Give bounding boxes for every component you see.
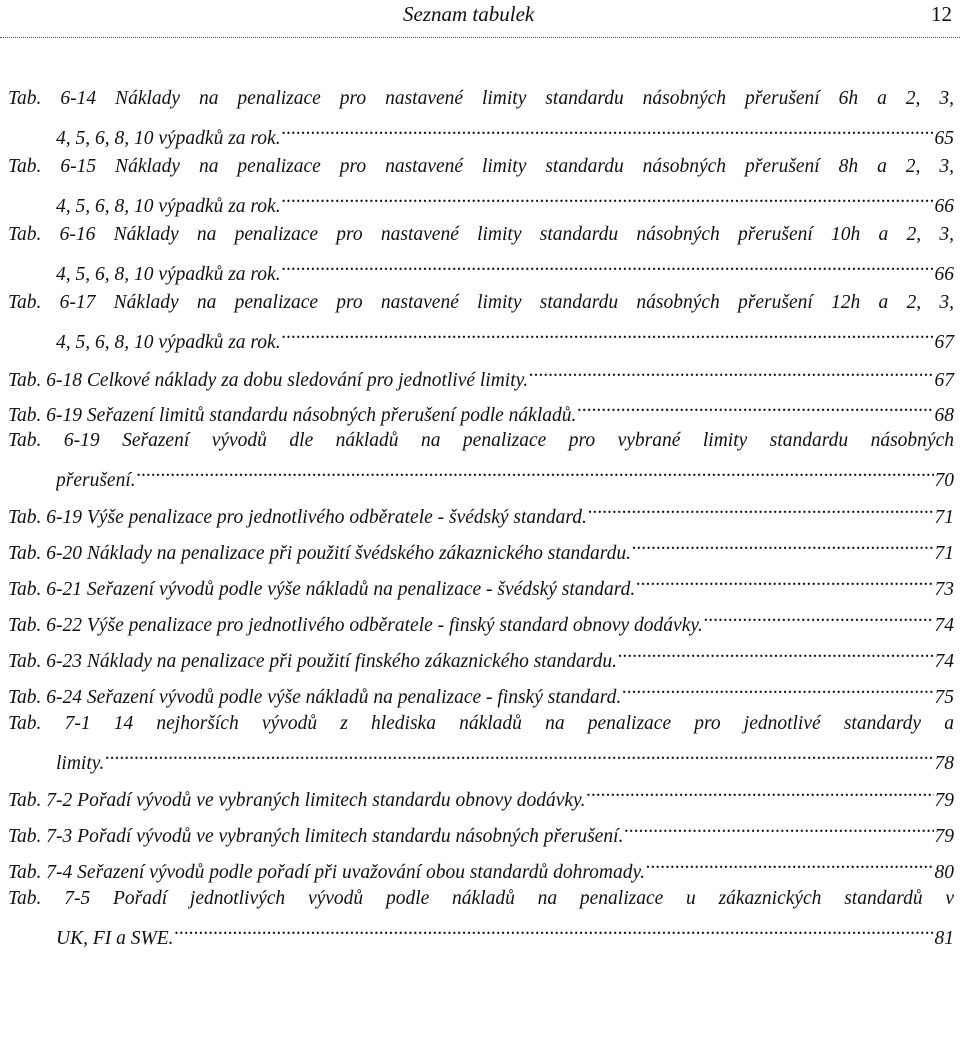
toc-entry-title: Tab. 6-18 Celkové náklady za dobu sledování pro jednotlivé limity. xyxy=(8,370,529,391)
toc-page-number[interactable]: 66 xyxy=(934,196,954,217)
toc-page-number[interactable]: 67 xyxy=(934,332,954,353)
toc-page-number[interactable]: 73 xyxy=(934,579,954,600)
toc-entry[interactable] xyxy=(8,288,954,353)
toc-entry[interactable] xyxy=(8,848,954,883)
toc-entry-title: Tab. 6-19 Výše penalizace pro jednotlivého odběratele - švédský standard. xyxy=(8,507,587,528)
dot-leader xyxy=(704,601,934,631)
dot-leader xyxy=(282,114,934,144)
dot-leader xyxy=(624,812,933,842)
toc-entry[interactable] xyxy=(8,391,954,426)
toc-entry-title-cont: 4, 5, 6, 8, 10 výpadků za rok. xyxy=(56,128,281,149)
toc-page-number[interactable]: 71 xyxy=(934,507,954,528)
toc-entry[interactable] xyxy=(8,426,954,491)
dot-leader xyxy=(646,848,934,878)
toc-entry-title-cont: 4, 5, 6, 8, 10 výpadků za rok. xyxy=(56,196,281,217)
toc-page-number[interactable]: 71 xyxy=(934,543,954,564)
toc-entry[interactable] xyxy=(8,673,954,708)
dot-leader xyxy=(282,318,934,348)
dot-leader xyxy=(586,776,933,806)
toc-page-number[interactable]: 80 xyxy=(934,862,954,883)
dot-leader xyxy=(577,391,933,421)
dot-leader xyxy=(175,914,934,944)
toc-page-number[interactable]: 65 xyxy=(934,128,954,149)
toc-page-number[interactable]: 68 xyxy=(934,405,954,426)
toc-entry[interactable] xyxy=(8,356,954,391)
dot-leader xyxy=(636,565,933,595)
toc-entry-title-cont: 4, 5, 6, 8, 10 výpadků za rok. xyxy=(56,264,281,285)
toc-entry-title-line: Tab. 6-15 Náklady na penalizace pro nastavené limity standardu násobných přerušení 8h a 2, 3, xyxy=(8,156,954,177)
toc-entry[interactable] xyxy=(8,529,954,564)
toc-page-number[interactable]: 74 xyxy=(934,615,954,636)
toc-entry-title: Tab. 6-23 Náklady na penalizace při použití finského zákaznického standardu. xyxy=(8,651,617,672)
page-number: 12 xyxy=(931,2,952,26)
toc-entry-title-line: Tab. 6-16 Náklady na penalizace pro nastavené limity standardu násobných přerušení 10h a 2, 3, xyxy=(8,224,954,245)
toc-entry-title-cont: UK, FI a SWE. xyxy=(56,928,174,949)
toc-page-number[interactable]: 79 xyxy=(934,790,954,811)
toc-entry-title: Tab. 7-3 Pořadí vývodů ve vybraných limitech standardu násobných přerušení. xyxy=(8,826,624,847)
dot-leader xyxy=(137,456,934,486)
toc-entry[interactable] xyxy=(8,493,954,528)
dot-leader xyxy=(105,739,933,769)
toc-entry[interactable] xyxy=(8,601,954,636)
toc-page-number[interactable]: 78 xyxy=(934,753,954,774)
toc-entry-title-line: Tab. 6-17 Náklady na penalizace pro nastavené limity standardu násobných přerušení 12h a 2, 3, xyxy=(8,292,954,313)
toc-entry-title: Tab. 7-4 Seřazení vývodů podle pořadí při uvažování obou standardů dohromady. xyxy=(8,862,645,883)
toc-page-number[interactable]: 74 xyxy=(934,651,954,672)
toc-entry-title-cont: 4, 5, 6, 8, 10 výpadků za rok. xyxy=(56,332,281,353)
toc-entry-title-line: Tab. 6-19 Seřazení vývodů dle nákladů na penalizace pro vybrané limity standardu násobných xyxy=(8,430,954,451)
toc-page-number[interactable]: 70 xyxy=(934,470,954,491)
dot-leader xyxy=(529,356,933,386)
list-of-tables xyxy=(8,84,954,951)
toc-entry[interactable] xyxy=(8,637,954,672)
dot-leader xyxy=(282,250,934,280)
dot-leader xyxy=(282,182,934,212)
toc-entry-title-cont: přerušení. xyxy=(56,470,136,491)
dot-leader xyxy=(588,493,934,523)
dot-leader xyxy=(622,673,933,703)
page-header xyxy=(0,0,960,38)
toc-entry[interactable] xyxy=(8,776,954,811)
toc-entry-title: Tab. 7-2 Pořadí vývodů ve vybraných limitech standardu obnovy dodávky. xyxy=(8,790,586,811)
toc-page-number[interactable]: 67 xyxy=(934,370,954,391)
toc-entry-title: Tab. 6-19 Seřazení limitů standardu násobných přerušení podle nákladů. xyxy=(8,405,577,426)
toc-entry[interactable] xyxy=(8,84,954,149)
toc-entry[interactable] xyxy=(8,220,954,285)
toc-entry-title: Tab. 6-21 Seřazení vývodů podle výše nákladů na penalizace - švédský standard. xyxy=(8,579,636,600)
toc-page-number[interactable]: 66 xyxy=(934,264,954,285)
toc-entry[interactable] xyxy=(8,812,954,847)
dot-leader xyxy=(618,637,934,667)
toc-entry[interactable] xyxy=(8,709,954,774)
toc-entry-title-cont: limity. xyxy=(56,753,105,774)
toc-entry-title-line: Tab. 7-5 Pořadí jednotlivých vývodů podle nákladů na penalizace u zákaznických standardů v xyxy=(8,888,954,909)
header-title: Seznam tabulek xyxy=(403,2,535,26)
toc-entry[interactable] xyxy=(8,152,954,217)
dot-leader xyxy=(632,529,933,559)
toc-entry[interactable] xyxy=(8,565,954,600)
toc-page-number[interactable]: 75 xyxy=(934,687,954,708)
toc-page-number[interactable]: 81 xyxy=(934,928,954,949)
toc-entry-title-line: Tab. 6-14 Náklady na penalizace pro nastavené limity standardu násobných přerušení 6h a 2, 3, xyxy=(8,88,954,109)
toc-entry[interactable] xyxy=(8,884,954,949)
toc-entry-title: Tab. 6-24 Seřazení vývodů podle výše nákladů na penalizace - finský standard. xyxy=(8,687,622,708)
toc-entry-title: Tab. 6-22 Výše penalizace pro jednotlivého odběratele - finský standard obnovy dodávky. xyxy=(8,615,703,636)
toc-entry-title: Tab. 6-20 Náklady na penalizace při použití švédského zákaznického standardu. xyxy=(8,543,632,564)
toc-page-number[interactable]: 79 xyxy=(934,826,954,847)
toc-entry-title-line: Tab. 7-1 14 nejhorších vývodů z hlediska nákladů na penalizace pro jednotlivé standardy a xyxy=(8,713,954,734)
